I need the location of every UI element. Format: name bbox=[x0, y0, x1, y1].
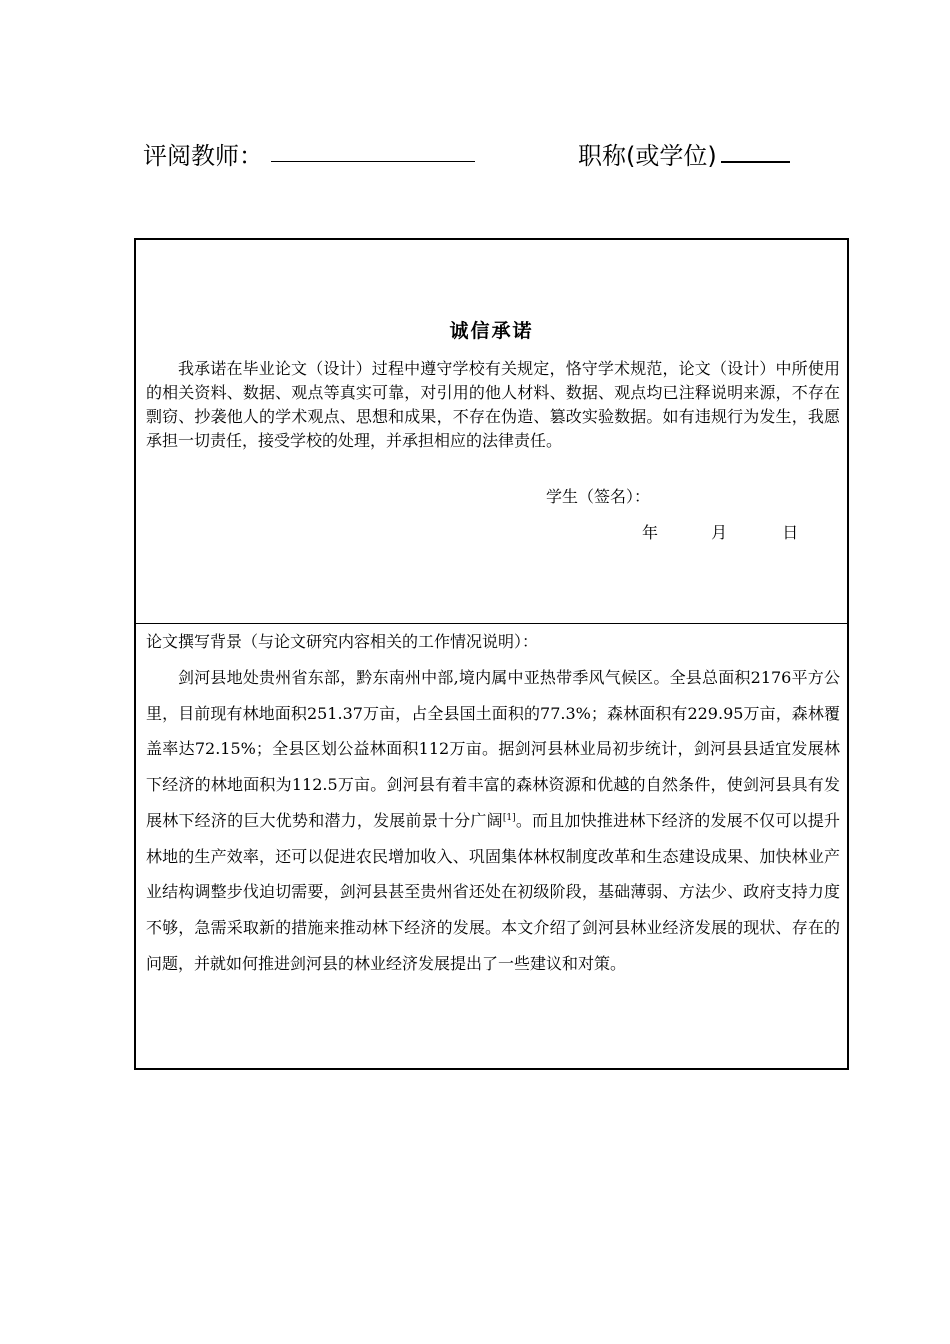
professional-title-blank[interactable] bbox=[721, 161, 790, 163]
background-text bbox=[146, 660, 840, 981]
thesis-form-table bbox=[134, 238, 849, 1070]
pledge-text: 我承诺在毕业论文（设计）过程中遵守学校有关规定，恪守学术规范，论文（设计）中所使用的相关资料、数据、观点等真实可靠，对引用的他人材料、数据、观点均已注释说明来源，不存在剽窃、抄袭他人的学术观点、思想和成果，不存在伪造、篡改实验数据。如有违规行为发生，我愿承担一切责任，接受学校的处理，并承担相应的法律责任。 bbox=[146, 359, 840, 450]
reference-citation: [1] bbox=[502, 812, 516, 823]
integrity-pledge-section bbox=[136, 240, 847, 624]
date-month-label: 月 bbox=[711, 523, 728, 542]
reviewer-name-blank[interactable] bbox=[271, 161, 475, 162]
signature-date bbox=[642, 520, 798, 543]
background-text-part-2: 。而且加快推进林下经济的发展不仅可以提升林地的生产效率，还可以促进农民增加收入、巩固集体林权制度改革和生态建设成果、加快林业产业结构调整步伐迫切需要，剑河县甚至贵州省还处在初级阶段，基础薄弱、方法少、政府支持力度不够，急需采取新的措施来推动林下经济的发展。本文介绍了剑河县林业经济发展的现状、存在的问题，并就如何推进剑河县的林业经济发展提出了一些建议和对策。 bbox=[146, 810, 840, 973]
date-year-label: 年 bbox=[642, 523, 659, 542]
pledge-title: 诚信承诺 bbox=[449, 320, 534, 342]
evaluator-header bbox=[0, 132, 950, 172]
background-heading: 论文撰写背景（与论文研究内容相关的工作情况说明）： bbox=[146, 632, 539, 651]
professional-title-label: 职称(或学位) bbox=[578, 142, 717, 170]
date-day-label: 日 bbox=[782, 523, 799, 542]
reviewer-label: 评阅教师： bbox=[143, 142, 263, 170]
student-signature-label: 学生（签名）： bbox=[546, 487, 651, 506]
writing-background-section bbox=[136, 624, 847, 1068]
background-text-part-1: 剑河县地处贵州省东部，黔东南州中部,境内属中亚热带季风气候区。全县总面积2176平方公里，目前现有林地面积251.37万亩，占全县国土面积的77.3%；森林面积有229.95万亩，森林覆盖率达72.15%；全县区划公益林面积112万亩。据剑河县林业局初步统计，剑河县县适宜发展林下经济的林地面积为112.5万亩。剑河县有着丰富的森林资源和优越的自然条件，使剑河县具有发展林下经济的巨大优势和潜力，发展前景十分广阔 bbox=[146, 668, 840, 830]
